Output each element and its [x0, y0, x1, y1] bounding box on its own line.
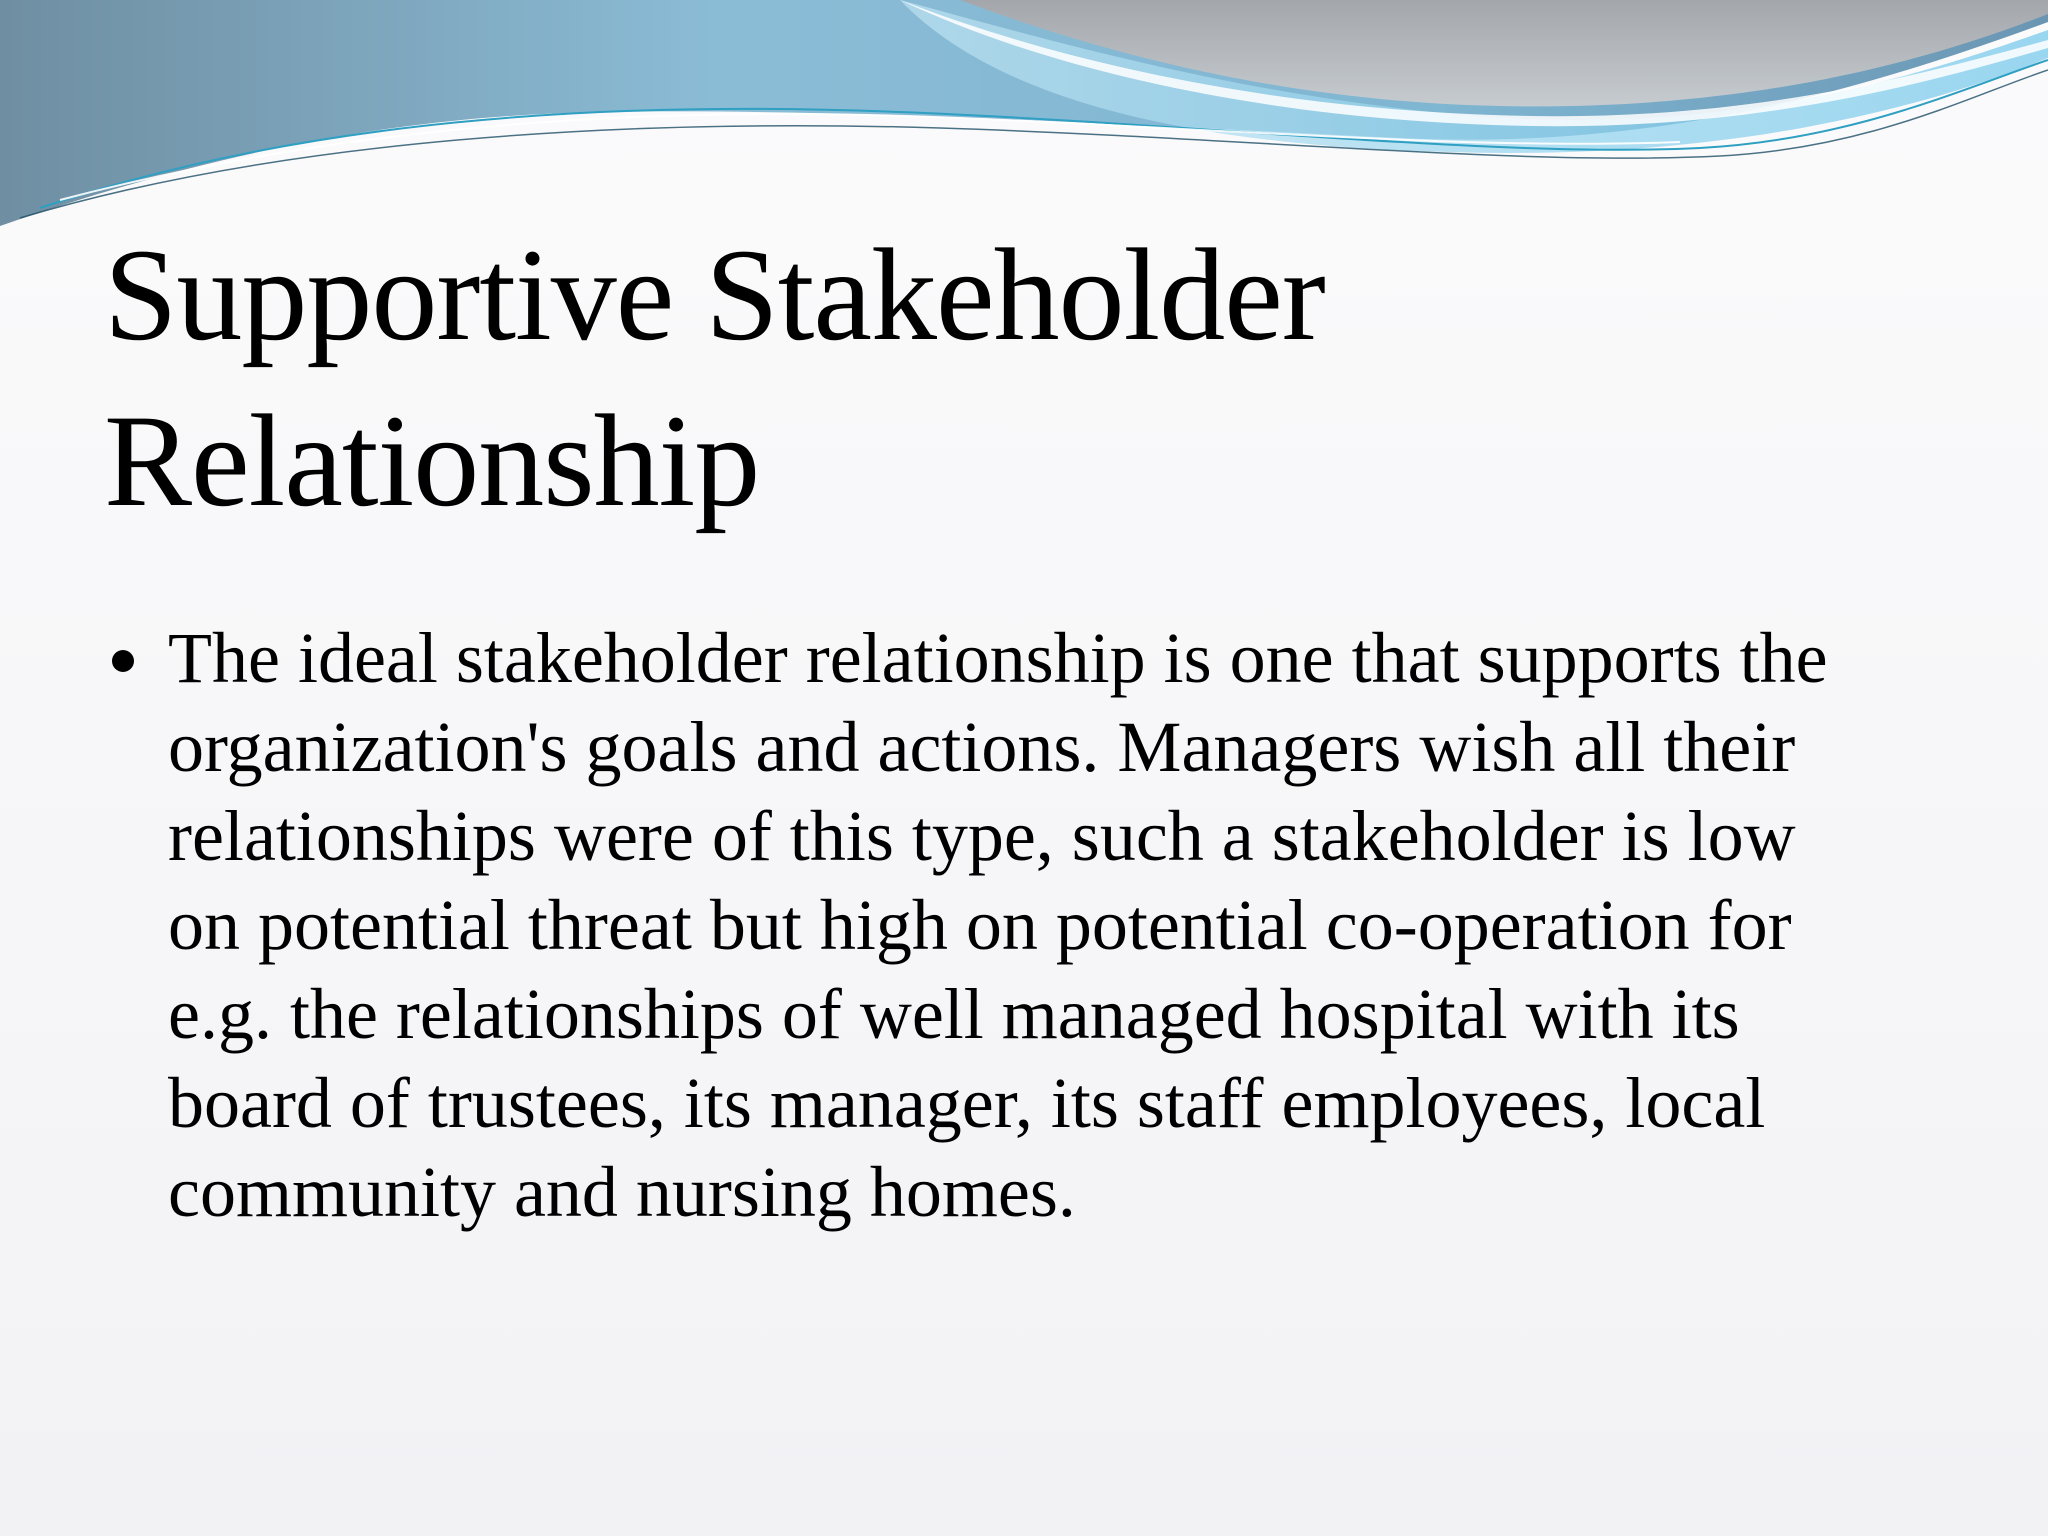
bullet-line-2: organization's goals and actions. Managers wish all their	[168, 707, 1796, 787]
bullet-dot-icon	[112, 650, 134, 672]
bullet-line-5: e.g. the relationships of well managed hospital with its	[168, 974, 1740, 1054]
title-line-2: Relationship	[104, 387, 760, 534]
bullet-line-7: community and nursing homes.	[168, 1152, 1076, 1232]
bullet-line-6: board of trustees, its manager, its staff employees, local	[168, 1063, 1766, 1143]
bullet-item	[104, 614, 1904, 1237]
slide-title	[104, 212, 1924, 544]
bullet-list	[104, 614, 1904, 1237]
bullet-line-4: on potential threat but high on potential co-operation for	[168, 885, 1792, 965]
decorative-wave-banner	[0, 0, 2048, 240]
title-line-1: Supportive Stakeholder	[104, 221, 1325, 368]
bullet-line-3: relationships were of this type, such a stakeholder is low	[168, 796, 1796, 876]
bullet-line-1: The ideal stakeholder relationship is one that supports the	[168, 618, 1828, 698]
